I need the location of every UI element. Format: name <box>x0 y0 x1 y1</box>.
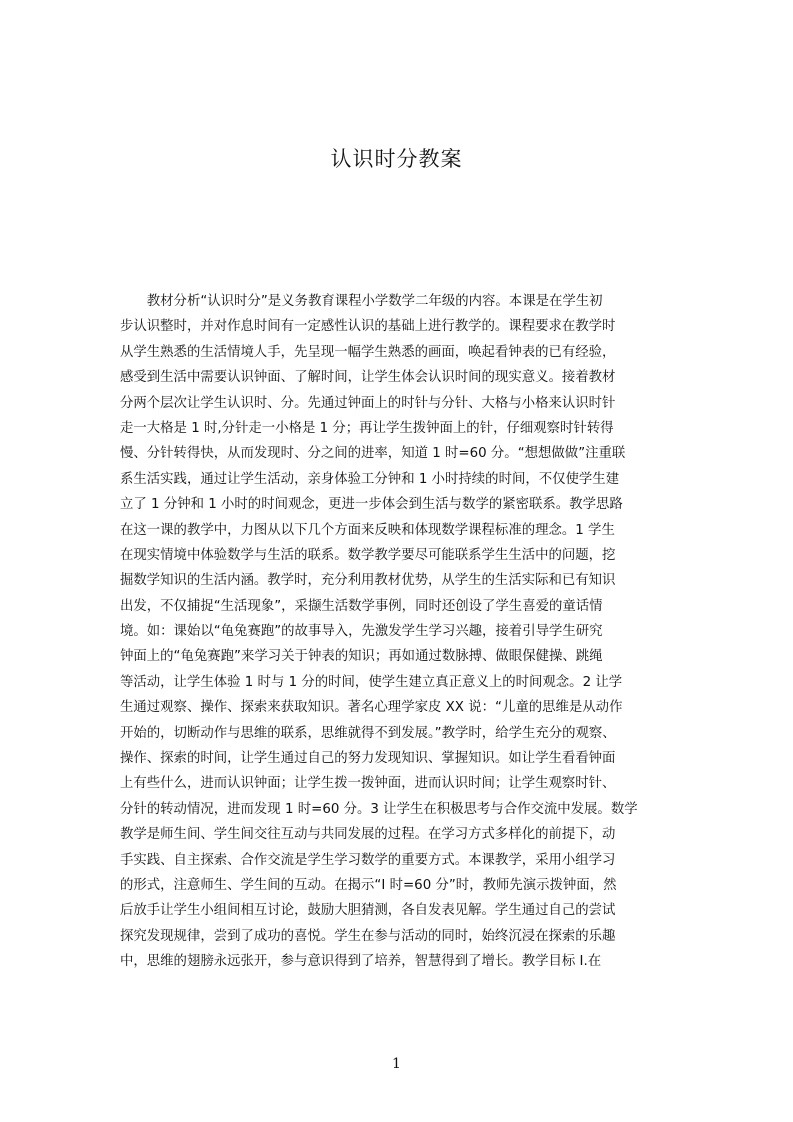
body-line: 后放手让学生小组间相互讨论，鼓励大胆猜测，各自发表见解。学生通过自己的尝试 <box>120 903 616 919</box>
body-line: 系生活实践，通过让学生活动，亲身体验工分钟和 1 小时持续的时间，不仅使学生建 <box>120 471 620 487</box>
body-line: 步认识整时，并对作息时间有一定感性认识的基础上进行教学的。课程要求在教学时 <box>120 319 616 335</box>
body-line: 中，思维的翅膀永远张开，参与意识得到了培养，智慧得到了增长。教学目标 I.在 <box>120 954 602 970</box>
body-line: 立了 1 分钟和 1 小时的时间观念，更进一步体会到生活与数学的紧密联系。教学思路 <box>120 497 623 513</box>
body-line: 分针的转动情况，进而发现 1 时=60 分。3 让学生在积极思考与合作交流中发展。数学 <box>120 801 638 817</box>
body-line: 分两个层次让学生认识时、分。先通过钟面上的时针与分针、大格与小格来认识时针 <box>120 395 616 411</box>
body-line: 慢、分针转得快，从而发现时、分之间的进率，知道 1 时=60 分。“想想做做”注重联 <box>120 446 626 462</box>
body-line: 出发，不仅捕捉“生活现象”，采撷生活数学事例，同时还创设了学生喜爱的童话情 <box>120 598 603 614</box>
body-line: 探究发现规律，尝到了成功的喜悦。学生在参与活动的同时，始终沉浸在探索的乐趣 <box>120 928 616 944</box>
document-body <box>120 289 698 975</box>
body-line: 生通过观察、操作、探索来获取知识。著名心理学家皮 XX 说：“儿童的思维是从动作 <box>120 700 623 716</box>
body-line: 手实践、自主探索、合作交流是学生学习数学的重要方式。本课教学，采用小组学习 <box>120 852 616 868</box>
body-line: 从学生熟悉的生活情境人手，先呈现一幅学生熟悉的画面，唤起看钟表的已有经验， <box>120 344 616 360</box>
body-line: 在这一课的教学中，力图从以下几个方面来反映和体现数学课程标准的理念。1 学生 <box>120 522 615 538</box>
body-line: 在现实情境中体验数学与生活的联系。数学教学要尽可能联系学生生活中的问题，挖 <box>120 547 616 563</box>
document-title: 认识时分教案 <box>330 147 463 171</box>
body-line: 走一大格是 1 时,分针走一小格是 1 分；再让学生拨钟面上的针，仔细观察时针转得 <box>120 420 614 436</box>
body-line: 的形式，注意师生、学生间的互动。在揭示“I 时=60 分”时，教师先演示拨钟面，然 <box>120 877 617 893</box>
body-line: 教学是师生间、学生间交往互动与共同发展的过程。在学习方式多样化的前提下，动 <box>120 827 616 843</box>
body-line: 上有些什么，进而认识钟面；让学生拨一拨钟面，进而认识时间；让学生观察时针、 <box>120 776 616 792</box>
page-number: 1 <box>392 1056 401 1072</box>
body-line: 感受到生活中需要认识钟面、了解时间，让学生体会认识时间的现实意义。接着教材 <box>120 370 616 386</box>
body-line: 掘数学知识的生活内涵。教学时，充分利用教材优势，从学生的生活实际和已有知识 <box>120 573 616 589</box>
body-line: 操作、探索的时间，让学生通过自己的努力发现知识、掌握知识。如让学生看看钟面 <box>120 751 616 767</box>
body-line: 境。如：课始以“龟兔赛跑”的故事导入，先激发学生学习兴趣，接着引导学生研究 <box>120 624 603 640</box>
body-line: 钟面上的“龟兔赛跑”来学习关于钟表的知识；再如通过数脉搏、做眼保健操、跳绳 <box>120 649 603 665</box>
body-line: 等活动，让学生体验 1 时与 1 分的时间，使学生建立真正意义上的时间观念。2 让学 <box>120 674 623 690</box>
body-line: 开始的，切断动作与思维的联系，思维就得不到发展。”教学时，给学生充分的观察、 <box>120 725 616 741</box>
body-line: 教材分析“认识时分”是义务教育课程小学数学二年级的内容。本课是在学生初 <box>120 294 603 309</box>
